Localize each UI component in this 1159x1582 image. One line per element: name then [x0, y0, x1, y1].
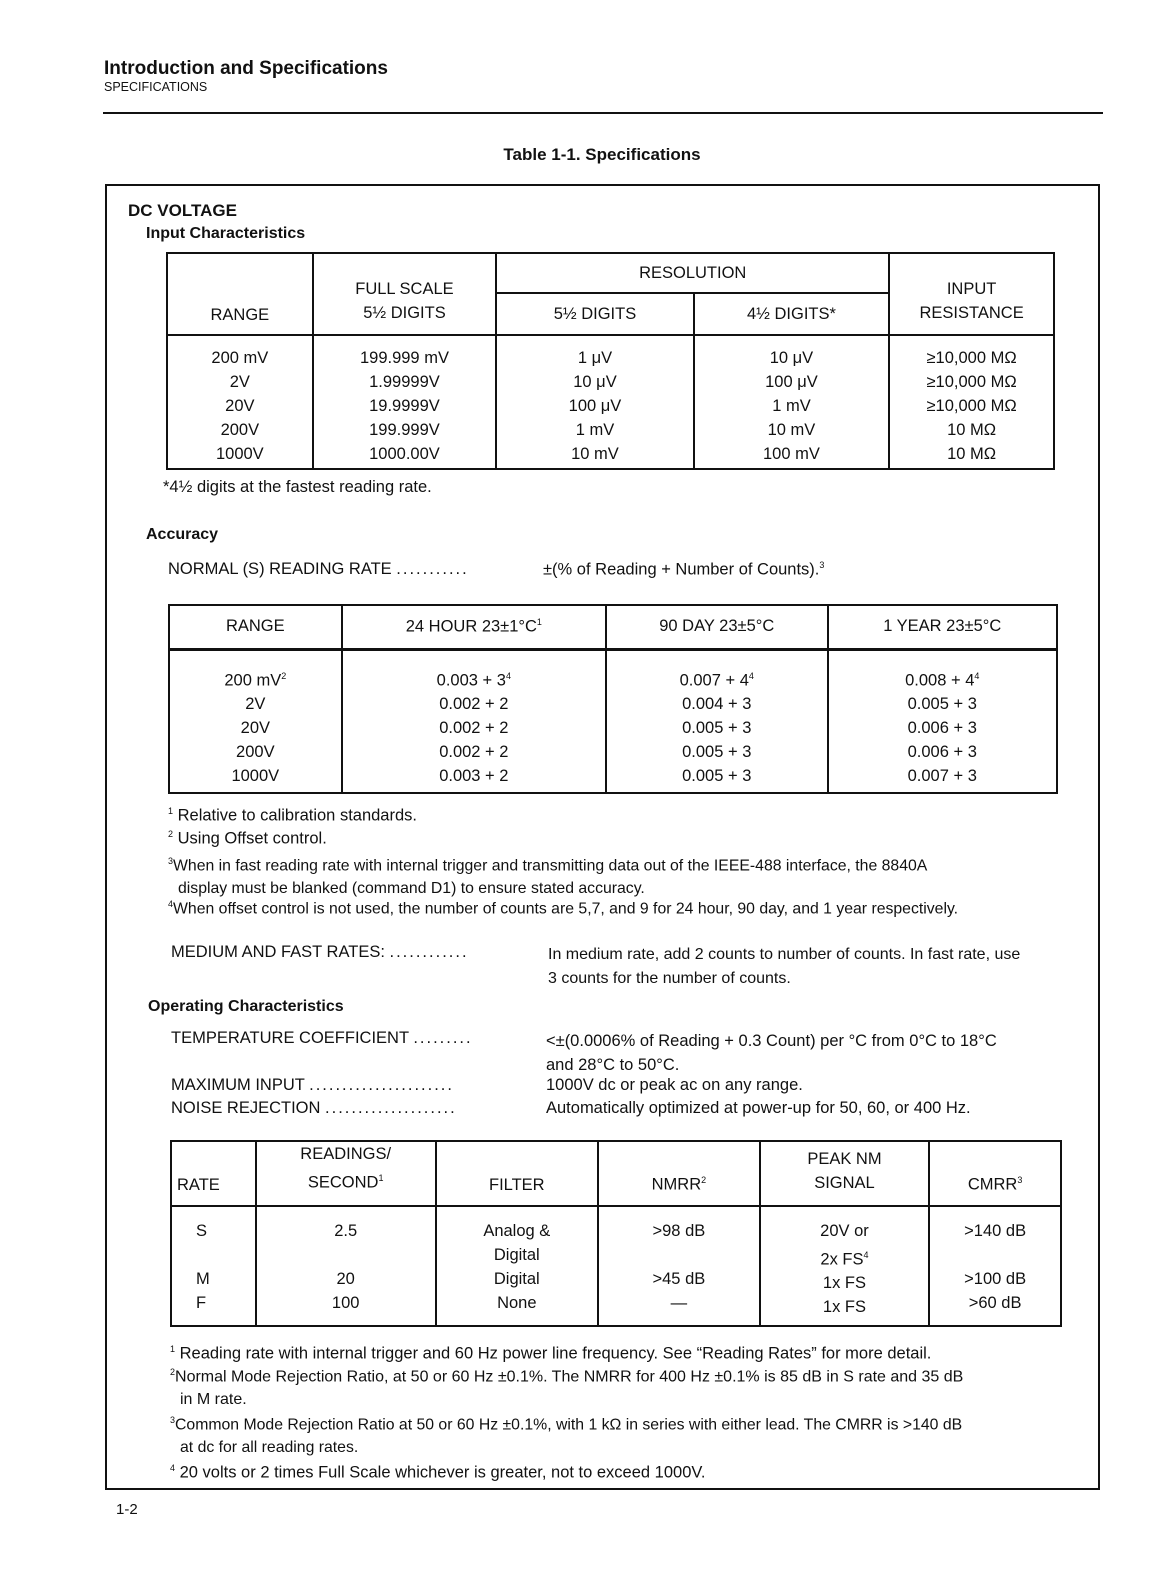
- acc-col-24h: 24 HOUR $23\pm 1^\circ C^1$: [342, 605, 606, 649]
- input-resistance-values: ≥10,000 MΩ ≥10,000 MΩ ≥10,000 MΩ 10 MΩ 10 MΩ: [926, 349, 1017, 463]
- table-caption: Table 1-1. Specifications: [503, 145, 701, 164]
- dc-voltage-heading: DC VOLTAGE: [128, 201, 237, 220]
- rate-col-nmrr: NMRR$^2$: [598, 1141, 760, 1206]
- rate-col-readings: READINGS/ SECOND$^1$: [256, 1141, 436, 1206]
- col-range: RANGE: [167, 253, 313, 335]
- acc-1y-values: $0.008 + 4^4$ 0.005 + 3 0.006 + 3 0.006 + 3 0.007 + 3: [905, 670, 980, 785]
- accuracy-footnote-1: $^1$ Relative to calibration standards.: [168, 806, 417, 825]
- medium-fast-label: MEDIUM AND FAST RATES: ............: [171, 943, 469, 961]
- accuracy-heading: Accuracy: [146, 526, 219, 543]
- acc-24h-values: $0.003 + 3^4$ 0.002 + 2 0.002 + 2 0.002 + 2 0.003 + 2: [342, 649, 606, 793]
- section-title: Introduction and Specifications: [104, 58, 388, 79]
- range-values: 200 mV 2V 20V 200V 1000V: [167, 335, 313, 469]
- input-characteristics-heading: Input Characteristics: [146, 225, 306, 242]
- input-table-note: *4½ digits at the fastest reading rate.: [163, 478, 432, 496]
- cmrr-values: >140 dB >100 dB >60 dB: [964, 1221, 1027, 1312]
- rate-footnote-4: $^4$ 20 volts or 2 times Full Scale whichever is greater, not to exceed 1000V.: [170, 1463, 706, 1482]
- rate-col-rate: RATE: [171, 1141, 256, 1206]
- noise-rejection-value: Automatically optimized at power-up for 50, 60, or 400 Hz.: [546, 1099, 971, 1117]
- noise-rejection-label: NOISE REJECTION ....................: [171, 1099, 457, 1117]
- acc-col-90d: 90 DAY 23±5°C: [606, 605, 827, 649]
- col-res-5-5: 5½ DIGITS: [496, 293, 693, 335]
- accuracy-footnote-3: $^3$When in fast reading rate with internal trigger and transmitting data out of the IEEE-488 interface, the 8840A display must be blanked (command D1) to ensure stated accuracy.: [168, 856, 928, 898]
- rate-col-peak-nm: PEAK NM SIGNAL: [760, 1141, 930, 1206]
- acc-col-1y: 1 YEAR 23±5°C: [828, 605, 1058, 649]
- nmrr-values: >98 dB >45 dB —: [598, 1206, 760, 1326]
- medium-fast-value: In medium rate, add 2 counts to number of counts. In fast rate, use 3 counts for the number of counts.: [548, 946, 1021, 987]
- rate-footnote-2: $^2$Normal Mode Rejection Ratio, at 50 or 60 Hz ±0.1%. The NMRR for 400 Hz ±0.1% is 85 dB in S rate and 35 dB in M rate.: [170, 1367, 964, 1409]
- accuracy-footnote-2: $^2$ Using Offset control.: [168, 829, 327, 848]
- rate-table: [170, 1140, 1062, 1327]
- readings-values: 2.5 20 100: [256, 1206, 436, 1326]
- rate-values: S M F: [171, 1206, 256, 1326]
- input-characteristics-table: [166, 252, 1055, 470]
- temp-coeff-value: <±(0.0006% of Reading + 0.3 Count) per °C from 0°C to 18°C and 28°C to 50°C.: [546, 1032, 997, 1074]
- acc-range-values: 200 $mV^2$ 2V 20V 200V 1000V: [169, 649, 342, 793]
- acc-col-range: RANGE: [169, 605, 342, 649]
- acc-90d-values: $0.007 + 4^4$ 0.004 + 3 0.005 + 3 0.005 + 3 0.005 + 3: [606, 649, 827, 793]
- normal-rate-label: NORMAL (S) READING RATE ...........: [168, 560, 469, 578]
- temp-coeff-label: TEMPERATURE COEFFICIENT .........: [171, 1029, 473, 1047]
- rate-footnote-1: $^1$ Reading rate with internal trigger and 60 Hz power line frequency. See “Reading Rates” for more detail.: [170, 1344, 932, 1363]
- max-input-label: MAXIMUM INPUT ......................: [171, 1076, 454, 1094]
- res-4-5-values: 10 μV 100 μV 1 mV 10 mV 100 mV: [694, 335, 889, 469]
- res-5-5-values: 1 μV 10 μV 100 μV 1 mV 10 mV: [496, 335, 693, 469]
- peak-nm-values: 20V or 2x $FS^4$ 1x FS 1x FS: [760, 1206, 930, 1326]
- rate-col-cmrr: CMRR$^3$: [929, 1141, 1061, 1206]
- accuracy-table: [168, 604, 1058, 794]
- page-number: 1-2: [116, 1501, 138, 1518]
- accuracy-footnote-4: $^4$When offset control is not used, the number of counts are 5,7, and 9 for 24 hour, 90 day, and 1 year respectively.: [168, 899, 959, 918]
- section-subtitle: SPECIFICATIONS: [104, 80, 208, 94]
- header-rule: [103, 112, 1103, 114]
- rate-footnote-3: $^3$Common Mode Rejection Ratio at 50 or 60 Hz ±0.1%, with 1 kΩ in series with either lead. The CMRR is >140 dB at dc for all reading rates.: [170, 1415, 963, 1457]
- normal-rate-value: ±(% of Reading + Number of Counts).$^3$: [543, 560, 825, 579]
- operating-heading: Operating Characteristics: [148, 998, 344, 1015]
- col-full-scale: FULL SCALE 5½ DIGITS: [313, 253, 497, 335]
- col-input-resistance: INPUT RESISTANCE: [889, 253, 1054, 335]
- col-resolution: RESOLUTION: [496, 253, 889, 293]
- max-input-value: 1000V dc or peak ac on any range.: [546, 1076, 803, 1094]
- col-res-4-5: 4½ DIGITS*: [694, 293, 889, 335]
- filter-values: Analog & Digital Digital None: [436, 1206, 599, 1326]
- full-scale-values: 199.999 mV 1.99999V 19.9999V 199.999V 1000.00V: [313, 335, 497, 469]
- rate-col-filter: FILTER: [436, 1141, 599, 1206]
